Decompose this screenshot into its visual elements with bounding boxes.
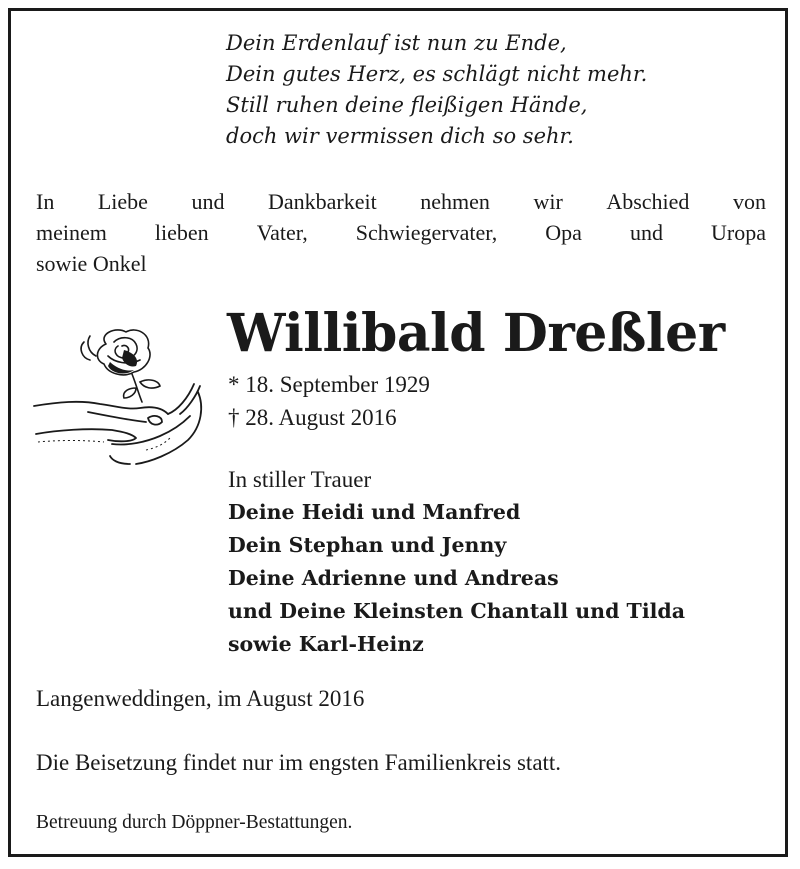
funeral-service-note: Betreuung durch Döppner-Bestattungen. (36, 812, 353, 833)
farewell-intro (36, 186, 766, 279)
intro-line-3: sowie Onkel (36, 251, 147, 276)
intro-word: lieben (154, 220, 209, 245)
deceased-name: Willibald Dreßler (227, 303, 725, 364)
intro-line-1 (36, 186, 766, 217)
intro-word: wir (533, 189, 563, 214)
poem-line: doch wir vermissen dich so sehr. (226, 124, 574, 148)
birth-date: * 18. September 1929 (228, 372, 430, 397)
intro-word: meinem (36, 220, 107, 245)
intro-word: In (36, 189, 55, 214)
intro-word: von (732, 189, 766, 214)
poem-line: Still ruhen deine fleißigen Hände, (226, 93, 588, 117)
intro-word: Uropa (710, 220, 766, 245)
intro-line-2 (36, 217, 766, 248)
intro-word: Opa (545, 220, 582, 245)
mourner-name: Deine Adrienne und Andreas (228, 566, 559, 590)
intro-word: nehmen (420, 189, 490, 214)
memorial-poem (226, 28, 647, 152)
intro-word: Abschied (606, 189, 690, 214)
poem-line: Dein gutes Herz, es schlägt nicht mehr. (226, 62, 648, 86)
mourner-name: Deine Heidi und Manfred (228, 500, 521, 524)
intro-word: Schwiegervater, (355, 220, 498, 245)
burial-note: Die Beisetzung findet nur im engsten Familienkreis statt. (36, 750, 562, 775)
intro-word: Vater, (256, 220, 308, 245)
intro-word: und (629, 220, 663, 245)
rose-in-hands-icon (28, 322, 218, 472)
mourner-name: und Deine Kleinsten Chantall und Tilda (228, 599, 686, 623)
mourner-name: sowie Karl-Heinz (228, 632, 424, 656)
life-dates (228, 368, 430, 434)
intro-word: Liebe (97, 189, 148, 214)
death-date: † 28. August 2016 (228, 405, 397, 430)
mourner-name: Dein Stephan und Jenny (228, 533, 507, 557)
mourning-heading: In stiller Trauer (228, 467, 372, 492)
intro-word: Dankbarkeit (268, 189, 377, 214)
mourners-block (228, 463, 685, 661)
place-and-date: Langenweddingen, im August 2016 (36, 686, 365, 711)
poem-line: Dein Erdenlauf ist nun zu Ende, (226, 31, 567, 55)
intro-word: und (191, 189, 225, 214)
